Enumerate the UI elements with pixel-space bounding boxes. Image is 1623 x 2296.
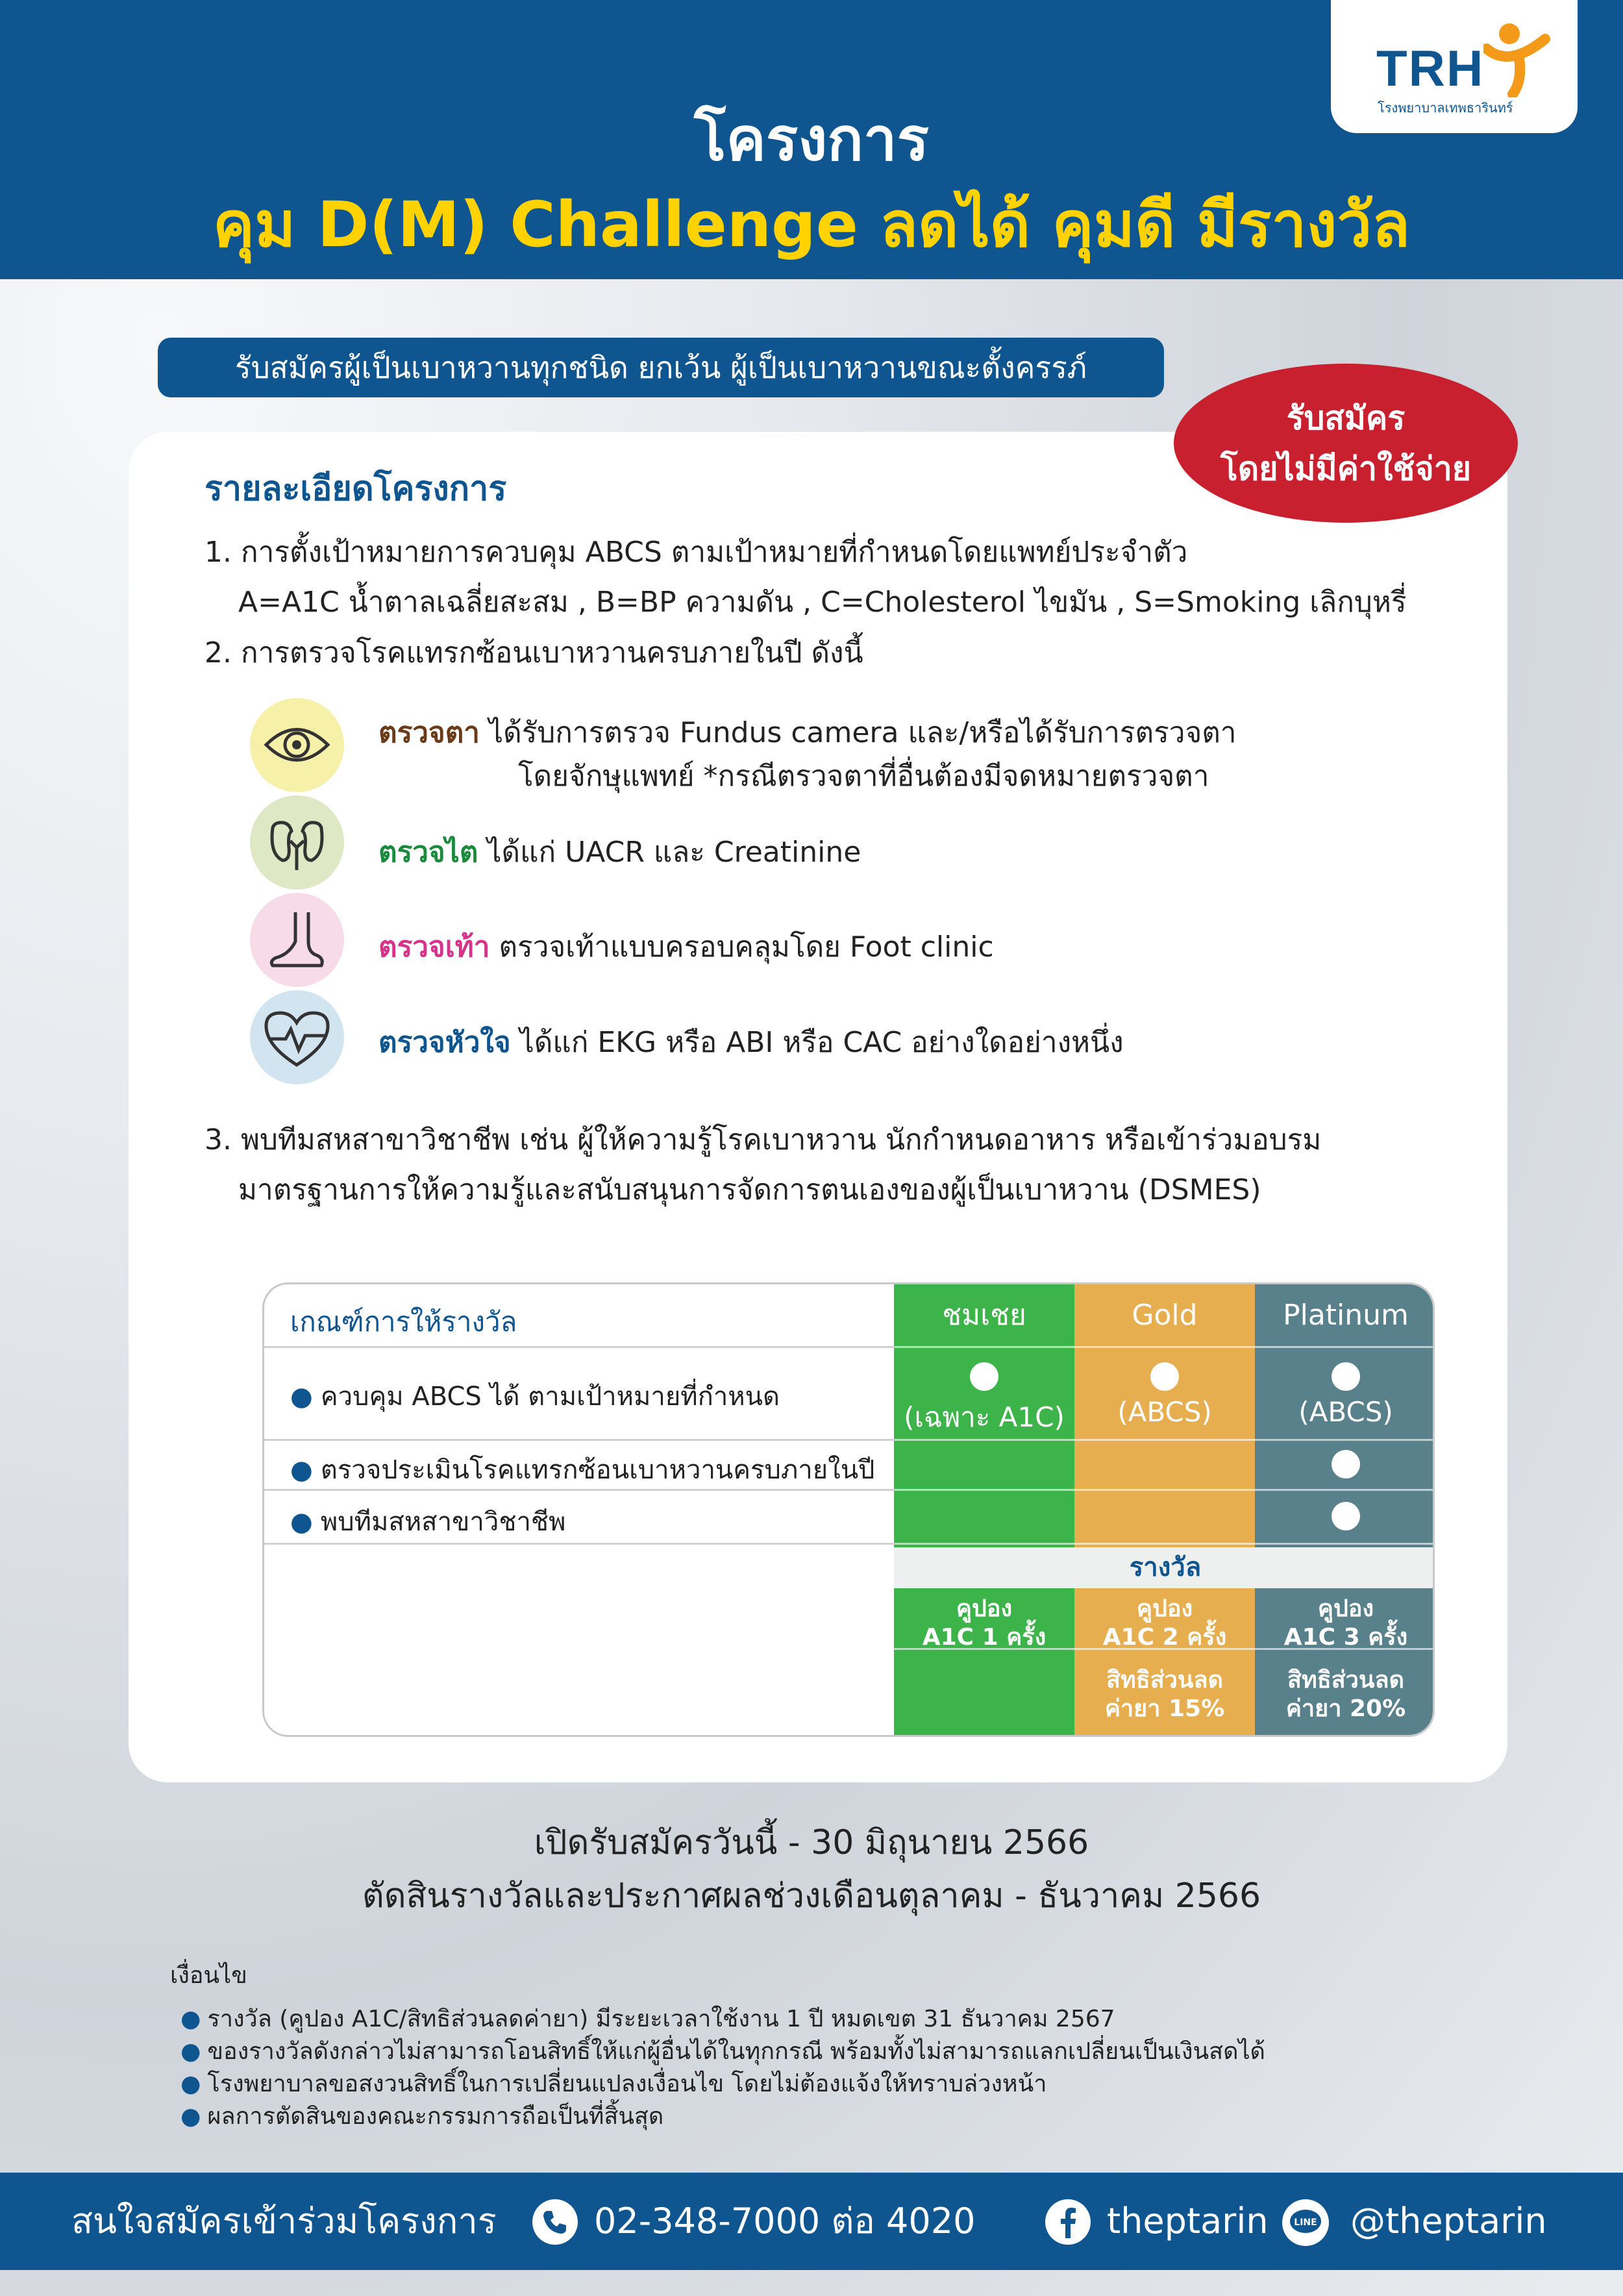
logo-text: TRH	[1376, 40, 1485, 97]
contact-footer	[0, 2173, 1623, 2270]
check-dot	[1332, 1502, 1360, 1530]
row-divider	[894, 1543, 1435, 1545]
discount-gold: สิทธิส่วนลด ค่ายา 15%	[1104, 1667, 1225, 1722]
details-title: รายละเอียดโครงการ	[204, 469, 507, 508]
coupon-platinum: คูปอง A1C 3 ครั้ง	[1283, 1595, 1408, 1651]
item2: 2. การตรวจโรคแทรกซ้อนเบาหวานครบภายในปี ดังนี้	[204, 636, 863, 669]
heart-icon	[250, 990, 344, 1084]
tier-honorable: ชมเชย	[942, 1299, 1026, 1332]
note-honorable: (เฉพาะ A1C)	[904, 1401, 1065, 1433]
row-divider	[264, 1439, 894, 1441]
tier-gold: Gold	[1132, 1299, 1198, 1332]
footer-cta: สนใจสมัครเข้าร่วมโครงการ	[71, 2201, 497, 2241]
condition-item: ● รางวัล (คูปอง A1C/สิทธิส่วนลดค่ายา) มีระยะเวลาใช้งาน 1 ปี หมดเขต 31 ธันวาคม 2567	[180, 2006, 1115, 2032]
note-gold: (ABCS)	[1117, 1396, 1212, 1428]
item3-line2: มาตรฐานการให้ความรู้และสนับสนุนการจัดการตนเองของผู้เป็นเบาหวาน (DSMES)	[238, 1173, 1261, 1206]
eligibility-banner: รับสมัครผู้เป็นเบาหวานทุกชนิด ยกเว้น ผู้เป็นเบาหวานขณะตั้งครรภ์	[158, 338, 1164, 397]
svg-text:LINE: LINE	[1294, 2217, 1317, 2228]
badge-line2: โดยไม่มีค่าใช้จ่าย	[1220, 449, 1472, 488]
logo-mark-icon	[1483, 19, 1555, 97]
condition-item: ● ผลการตัดสินของคณะกรรมการถือเป็นที่สิ้นสุด	[180, 2103, 664, 2130]
check-dot	[1332, 1450, 1360, 1479]
row-divider	[894, 1439, 1435, 1441]
check-dot	[1150, 1362, 1179, 1391]
footer-facebook[interactable]: theptarin	[1107, 2201, 1269, 2241]
coupon-honorable: คูปอง A1C 1 ครั้ง	[922, 1595, 1047, 1651]
check-eye-line1: ตรวจตา ได้รับการตรวจ Fundus camera และ/หรือได้รับการตรวจตา	[378, 716, 1237, 749]
note-platinum: (ABCS)	[1298, 1396, 1393, 1428]
coupon-gold: คูปอง A1C 2 ครั้ง	[1102, 1595, 1227, 1651]
line-icon	[1282, 2199, 1329, 2246]
condition-item: ● ของรางวัลดังกล่าวไม่สามารถโอนสิทธิ์ให้แก่ผู้อื่นได้ในทุกกรณี พร้อมทั้งไม่สามารถแลกเปลี่ยนเป็นเงินสดได้	[180, 2038, 1265, 2065]
criterion-complication-check: ● ตรวจประเมินโรคแทรกซ้อนเบาหวานครบภายในปี	[290, 1455, 875, 1485]
phone-icon	[532, 2199, 578, 2245]
check-dot	[970, 1362, 998, 1391]
tier-column-honorable	[894, 1284, 1074, 1737]
reward-label: รางวัล	[894, 1547, 1435, 1588]
check-dot	[1332, 1362, 1360, 1391]
reward-criteria-table	[262, 1282, 1435, 1737]
tier-platinum: Platinum	[1283, 1299, 1409, 1332]
item3-line1: 3. พบทีมสหสาขาวิชาชีพ เช่น ผู้ให้ความรู้โรคเบาหวาน นักกำหนดอาหาร หรือเข้าร่วมอบรม	[204, 1123, 1322, 1156]
kidney-icon	[250, 795, 344, 890]
eye-icon	[250, 698, 344, 792]
title-line1: โครงการ	[693, 105, 930, 174]
registration-period: เปิดรับสมัครวันนี้ - 30 มิถุนายน 2566	[534, 1823, 1089, 1862]
header	[0, 0, 1623, 279]
row-divider	[894, 1489, 1435, 1491]
criterion-multidisciplinary: ● พบทีมสหสาขาวิชาชีพ	[290, 1507, 566, 1537]
footer-phone[interactable]: 02-348-7000 ต่อ 4020	[594, 2201, 976, 2241]
check-eye-line2: โดยจักษุแพทย์ *กรณีตรวจตาที่อื่นต้องมีจดหมายตรวจตา	[518, 760, 1209, 793]
check-heart: ตรวจหัวใจ ได้แก่ EKG หรือ ABI หรือ CAC อย่างใดอย่างหนึ่ง	[378, 1026, 1124, 1059]
row-divider	[264, 1543, 894, 1545]
row-divider	[264, 1346, 894, 1348]
check-foot: ตรวจเท้า ตรวจเท้าแบบครอบคลุมโดย Foot clinic	[378, 930, 994, 964]
item1-line1: 1. การตั้งเป้าหมายการควบคุม ABCS ตามเป้าหมายที่กำหนดโดยแพทย์ประจำตัว	[204, 536, 1188, 569]
foot-icon	[250, 893, 344, 987]
free-registration-badge	[1174, 364, 1518, 523]
logo-subtitle: โรงพยาบาลเทพธารินทร์	[1378, 100, 1513, 116]
row-divider	[894, 1346, 1435, 1348]
facebook-icon	[1045, 2199, 1091, 2245]
item1-line2: A=A1C น้ำตาลเฉลี่ยสะสม , B=BP ความดัน , C=Cholesterol ไขมัน , S=Smoking เลิกบุหรี่	[238, 586, 1407, 619]
discount-platinum: สิทธิส่วนลด ค่ายา 20%	[1285, 1667, 1406, 1722]
table-header: เกณฑ์การให้รางวัล	[290, 1306, 517, 1338]
title-line2: คุม D(M) Challenge ลดได้ คุมดี มีรางวัล	[212, 188, 1411, 261]
badge-line1: รับสมัคร	[1286, 399, 1406, 437]
footer-line[interactable]: @theptarin	[1350, 2201, 1547, 2241]
logo	[1331, 0, 1578, 133]
check-kidney: ตรวจไต ได้แก่ UACR และ Creatinine	[378, 836, 861, 869]
announcement-period: ตัดสินรางวัลและประกาศผลช่วงเดือนตุลาคม - ธันวาคม 2566	[362, 1877, 1261, 1915]
conditions-title: เงื่อนไข	[170, 1962, 247, 1989]
criterion-abcs: ● ควบคุม ABCS ได้ ตามเป้าหมายที่กำหนด	[290, 1382, 780, 1412]
condition-item: ● โรงพยาบาลขอสงวนสิทธิ์ในการเปลี่ยนแปลงเงื่อนไข โดยไม่ต้องแจ้งให้ทราบล่วงหน้า	[180, 2071, 1047, 2097]
